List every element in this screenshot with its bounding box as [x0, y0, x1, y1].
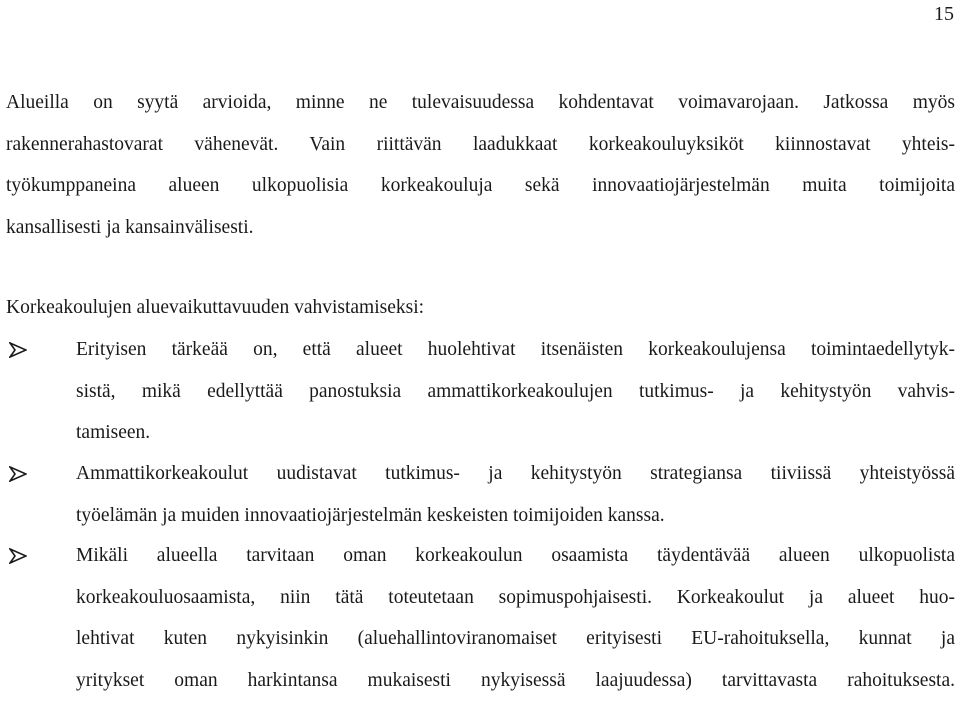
paragraph-line: Alueilla on syytä arvioida, minne ne tulevaisuudessa kohdentavat voimavarojaan. Jatkossa myös: [6, 82, 955, 124]
section-heading: Korkeakoulujen aluevaikuttavuuden vahvistamiseksi:: [6, 287, 424, 329]
bullet-line: Ammattikorkeakoulut uudistavat tutkimus- ja kehitystyön strategiansa tiiviissä yhteistyössä: [76, 453, 955, 495]
bullet-line: lehtivat kuten nykyisinkin (aluehallintoviranomaiset erityisesti EU-rahoituksella, kunnat ja: [76, 618, 955, 660]
bullet-text: [76, 535, 955, 701]
arrowhead-bullet-icon: [9, 548, 27, 564]
bullet-line: sistä, mikä edellyttää panostuksia ammattikorkeakoulujen tutkimus- ja kehitystyön vahvis-: [76, 371, 955, 413]
bullet-text: [76, 329, 955, 454]
arrowhead-bullet-icon: [9, 466, 27, 482]
bullet-line: Mikäli alueella tarvitaan oman korkeakoulun osaamista täydentävää alueen ulkopuolista: [76, 535, 955, 577]
paragraph-line: rakennerahastovarat vähenevät. Vain riittävän laadukkaat korkeakouluyksiköt kiinnostavat yhteis-: [6, 124, 955, 166]
arrowhead-bullet-icon: [9, 342, 27, 358]
intro-paragraph: [6, 82, 955, 248]
paragraph-line: työkumppaneina alueen ulkopuolisia korkeakouluja sekä innovaatiojärjestelmän muita toimijoita: [6, 165, 955, 207]
bullet-line: työelämän ja muiden innovaatiojärjestelmän keskeisten toimijoiden kanssa.: [76, 495, 955, 537]
bullet-line: Erityisen tärkeää on, että alueet huolehtivat itsenäisten korkeakoulujensa toimintaedellytyk-: [76, 329, 955, 371]
page-number: 15: [934, 3, 954, 26]
bullet-text: [76, 453, 955, 536]
paragraph-line: kansallisesti ja kansainvälisesti.: [6, 207, 955, 249]
bullet-line: yritykset oman harkintansa mukaisesti nykyisessä laajuudessa) tarvittavasta rahoituksesta.: [76, 660, 955, 701]
bullet-line: korkeakouluosaamista, niin tätä toteutetaan sopimuspohjaisesti. Korkeakoulut ja alueet huo-: [76, 577, 955, 619]
bullet-line: tamiseen.: [76, 412, 955, 454]
